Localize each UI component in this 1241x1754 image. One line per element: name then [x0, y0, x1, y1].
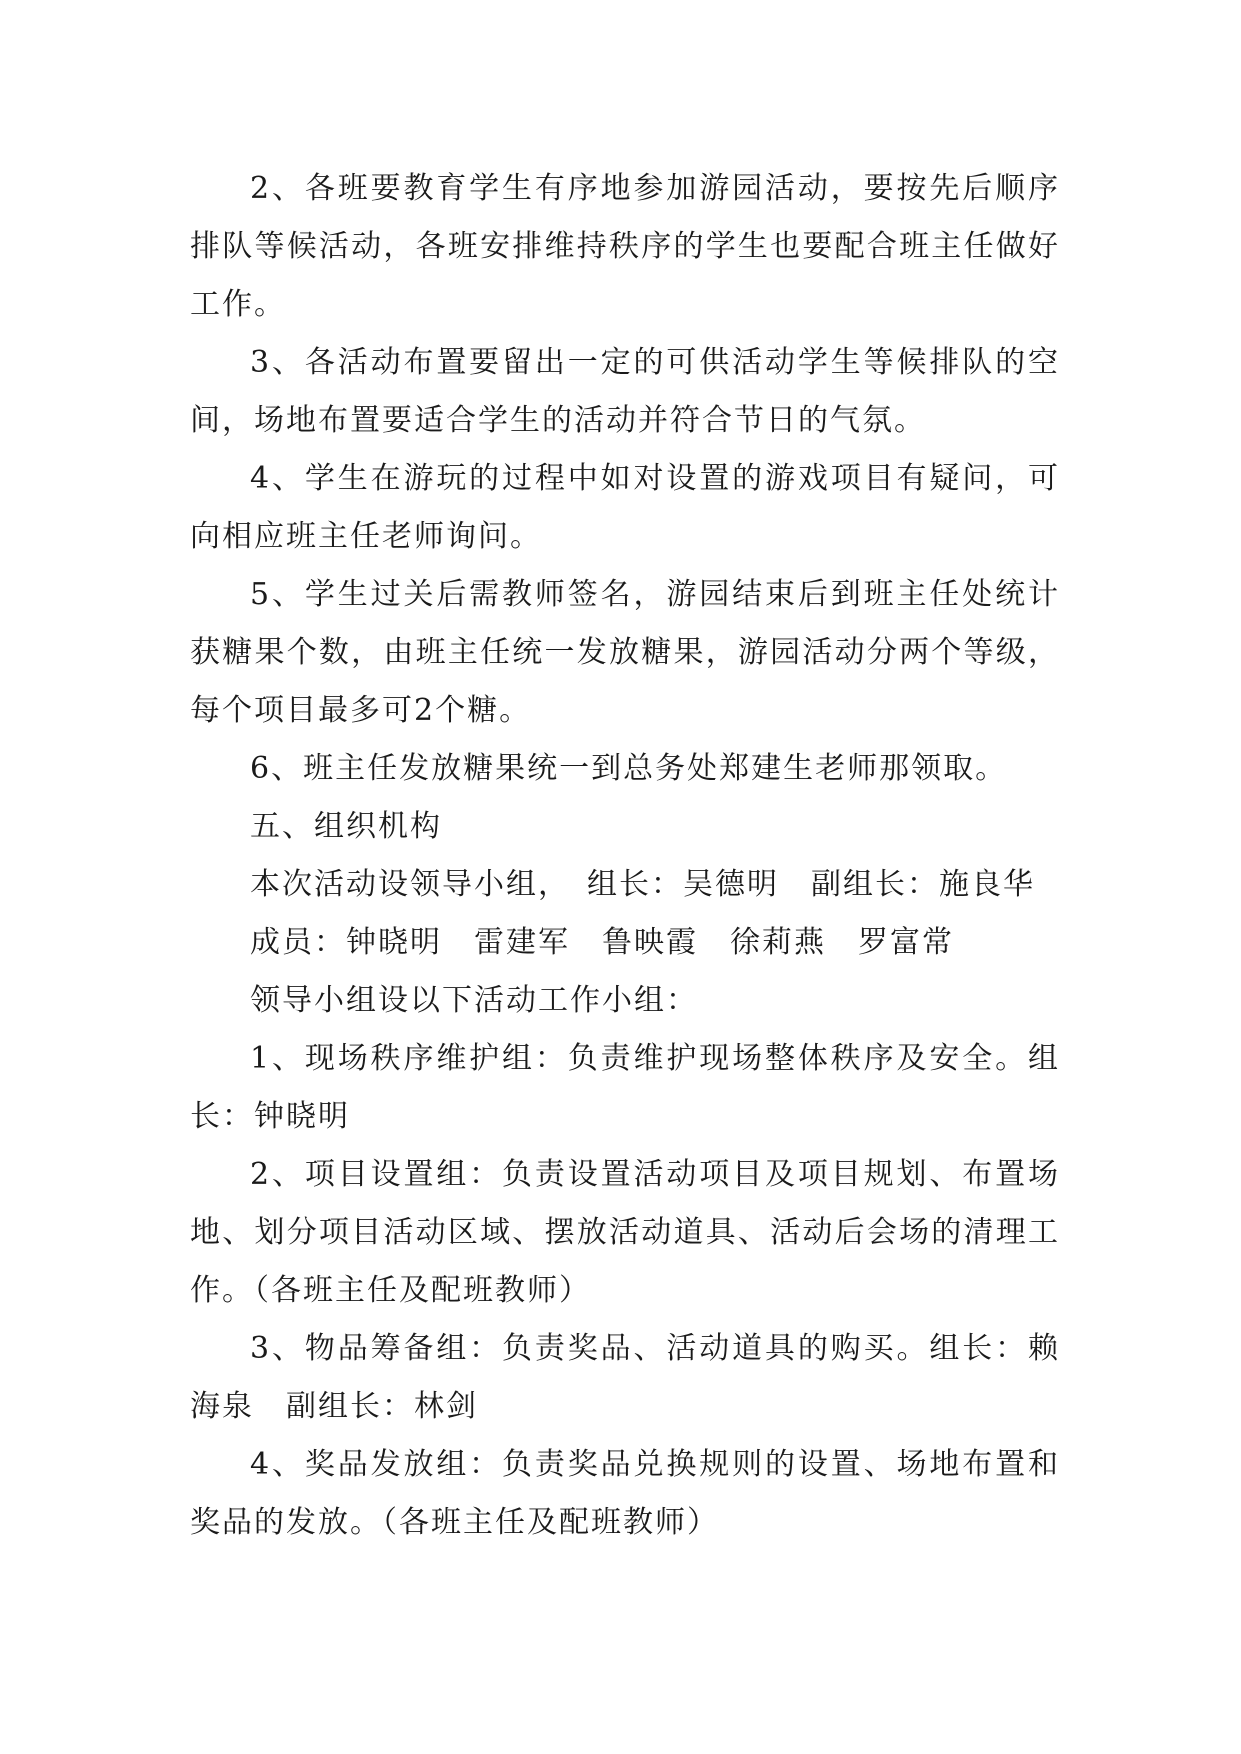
paragraph-item-6: 6、班主任发放糖果统一到总务处郑建生老师那领取。: [250, 751, 1008, 786]
working-groups-intro: 领导小组设以下活动工作小组：: [250, 983, 698, 1018]
paragraph-item-5: 5、学生过关后需教师签名，游园结束后到班主任处统计获糖果个数，由班主任统一发放糖果，游园活动分两个等级，每个项目最多可2个糖。: [190, 577, 1060, 728]
paragraph-item-4: 4、学生在游玩的过程中如对设置的游戏项目有疑问，可向相应班主任老师询问。: [190, 461, 1060, 554]
document-body: [190, 160, 1060, 1552]
group-item-1: 1、现场秩序维护组：负责维护现场整体秩序及安全。组长：钟晓明: [190, 1041, 1060, 1134]
group-item-4: 4、奖品发放组：负责奖品兑换规则的设置、场地布置和奖品的发放。（各班主任及配班教师）: [190, 1447, 1060, 1540]
group-item-2: 2、项目设置组：负责设置活动项目及项目规划、布置场地、划分项目活动区域、摆放活动道具、活动后会场的清理工作。（各班主任及配班教师）: [190, 1157, 1060, 1308]
paragraph-item-2: 2、各班要教育学生有序地参加游园活动，要按先后顺序排队等候活动，各班安排维持秩序的学生也要配合班主任做好工作。: [190, 171, 1060, 322]
leadership-line-1: 本次活动设领导小组， 组长：吴德明 副组长：施良华: [250, 867, 1035, 902]
section-heading: 五、组织机构: [250, 809, 442, 844]
leadership-line-2: 成员：钟晓明 雷建军 鲁映霞 徐莉燕 罗富常: [250, 925, 954, 960]
group-item-3: 3、物品筹备组：负责奖品、活动道具的购买。组长：赖海泉 副组长：林剑: [190, 1331, 1060, 1424]
paragraph-item-3: 3、各活动布置要留出一定的可供活动学生等候排队的空间，场地布置要适合学生的活动并符合节日的气氛。: [190, 345, 1060, 438]
